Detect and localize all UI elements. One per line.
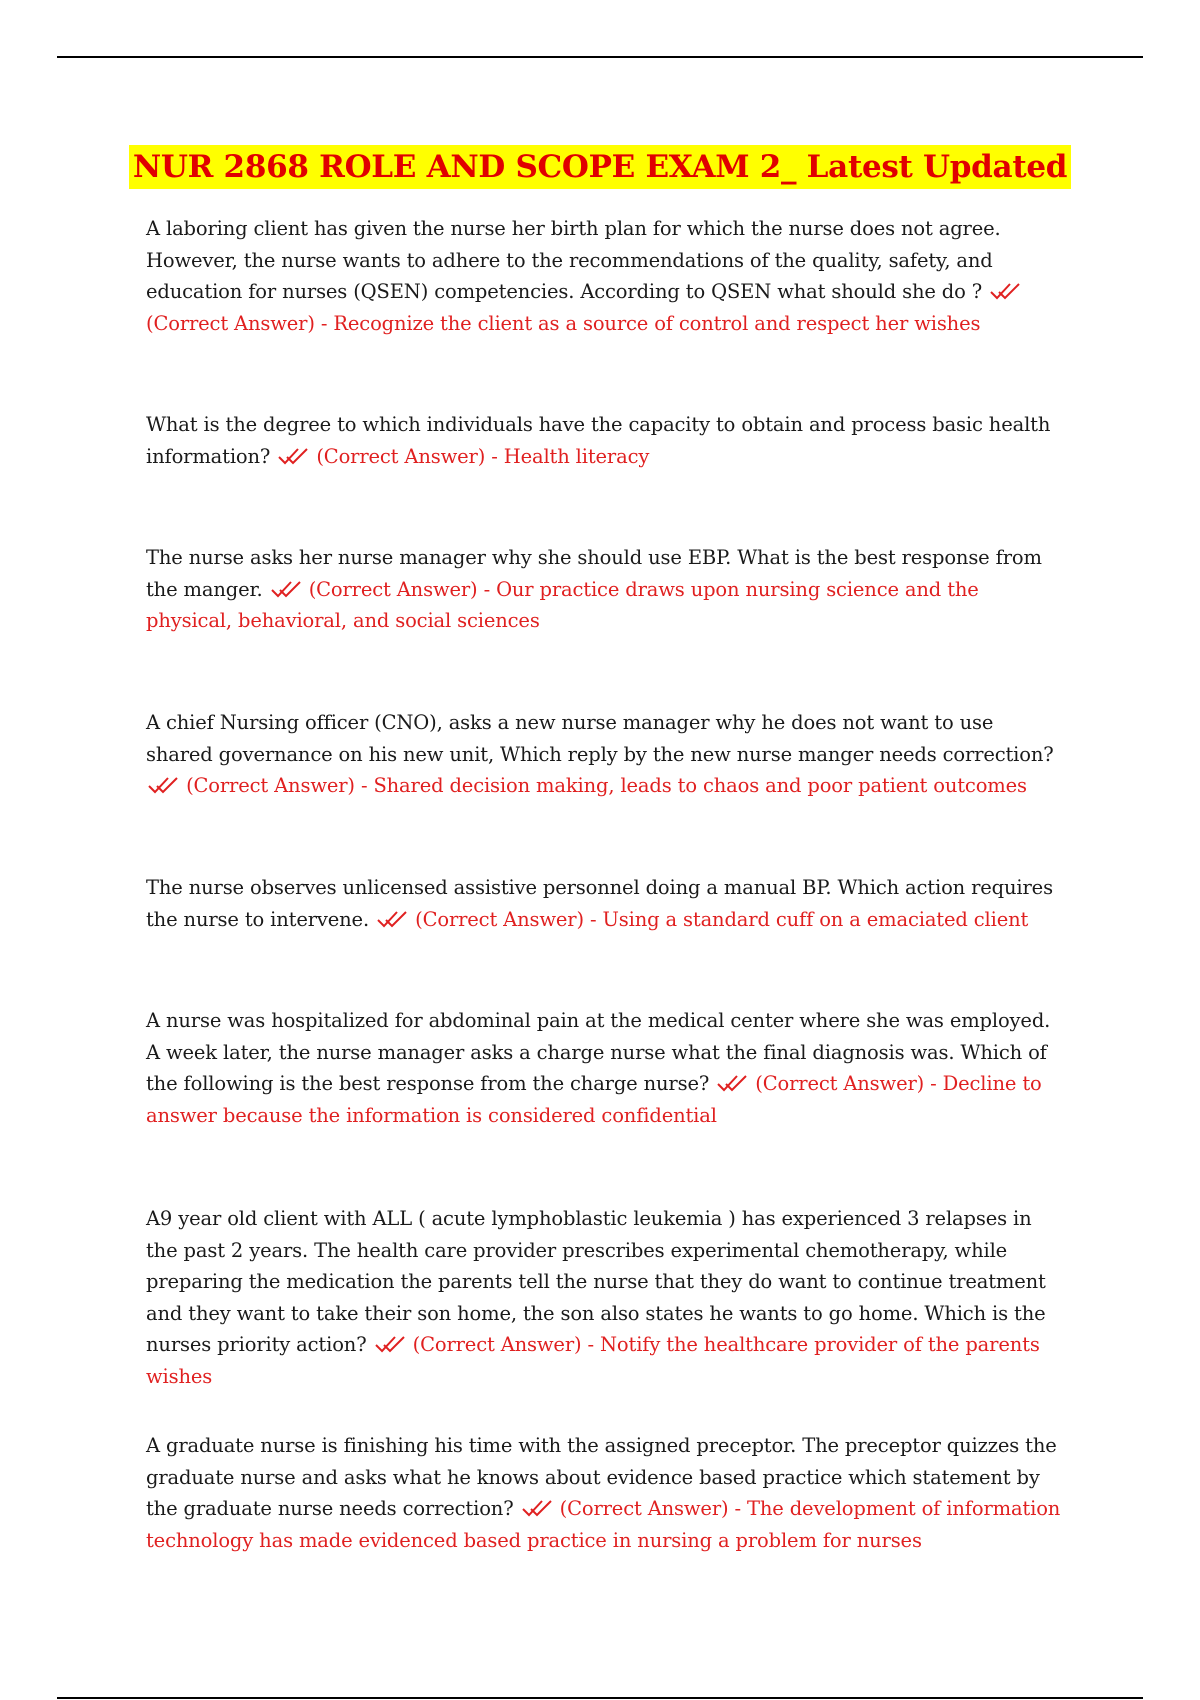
answer-separator: - <box>581 1333 601 1356</box>
question-text: A graduate nurse is finishing his time with the assigned preceptor. The preceptor quizzes the graduate nurse and asks what he knows about evidence based practice which statement by the graduate nurse needs correction? <box>146 1434 1057 1520</box>
top-rule <box>57 56 1143 58</box>
question-text: A nurse was hospitalized for abdominal pain at the medical center where she was employed. A week later, the nurse manager asks a charge nurse what the final diagnosis was. Which of the following is the best response from the charge nurse? <box>146 1009 1051 1095</box>
question-text: The nurse asks her nurse manager why she should use EBP. What is the best response from the manger. <box>146 546 1042 601</box>
answer-separator: - <box>314 311 334 335</box>
correct-answer-label: (Correct Answer) <box>316 444 486 468</box>
answer-text: Using a standard cuff on a emaciated client <box>602 907 1029 931</box>
answer-separator: - <box>728 1497 748 1520</box>
qa-item-3 <box>146 542 1061 637</box>
question-text: A9 year old client with ALL ( acute lymphoblastic leukemia ) has experienced 3 relapses in the past 2 years. The health care provider prescribes experimental chemotherapy, while preparing the medication the parents tell the nurse that they do want to continue treatment and they want to take their son home, the son also states he wants to go home. Which is the nurses priority action? <box>146 1207 1046 1356</box>
answer-text: Shared decision making, leads to chaos and poor patient outcomes <box>373 774 1027 797</box>
answer-text: Notify the healthcare provider of the parents wishes <box>146 1333 1040 1388</box>
double-check-icon <box>269 579 303 599</box>
answer-separator: - <box>583 907 603 931</box>
double-check-icon <box>988 281 1022 301</box>
bottom-rule <box>57 1697 1143 1699</box>
answer-separator: - <box>354 774 374 797</box>
answer-text: Recognize the client as a source of control and respect her wishes <box>333 311 981 335</box>
answer-separator: - <box>924 1072 943 1095</box>
double-check-icon <box>715 1073 749 1093</box>
qa-item-4 <box>146 707 1061 802</box>
double-check-icon <box>375 909 409 929</box>
question-text: A chief Nursing officer (CNO), asks a new nurse manager why he does not want to use shared governance on his new unit, Which reply by the new nurse manger needs correction? <box>146 711 1054 766</box>
answer-text: Decline to answer because the information is considered confidential <box>146 1072 1042 1127</box>
document-title: NUR 2868 ROLE AND SCOPE EXAM 2_ Latest Updated <box>129 145 1071 189</box>
qa-item-7 <box>146 1203 1061 1392</box>
title-block <box>0 145 1200 189</box>
correct-answer-label: (Correct Answer) <box>308 577 478 601</box>
double-check-icon <box>276 446 310 466</box>
qa-item-1 <box>146 213 1061 339</box>
double-check-icon <box>520 1498 554 1518</box>
answer-text: Health literacy <box>503 444 650 468</box>
answer-separator: - <box>477 577 497 601</box>
question-text: What is the degree to which individuals have the capacity to obtain and process basic health information? <box>146 413 1051 468</box>
correct-answer-label: (Correct Answer) <box>559 1497 729 1520</box>
qa-item-6 <box>146 1005 1061 1131</box>
correct-answer-label: (Correct Answer) <box>146 311 315 335</box>
correct-answer-label: (Correct Answer) <box>412 1333 582 1356</box>
question-text: The nurse observes unlicensed assistive personnel doing a manual BP. Which action requires the nurse to intervene. <box>146 876 1053 931</box>
answer-text: Our practice draws upon nursing science and the physical, behavioral, and social sciences <box>146 577 979 632</box>
qa-item-2 <box>146 409 1061 472</box>
correct-answer-label: (Correct Answer) <box>186 774 355 797</box>
correct-answer-label: (Correct Answer) <box>755 1072 925 1095</box>
qa-item-5 <box>146 872 1061 935</box>
double-check-icon <box>373 1334 407 1354</box>
question-text: A laboring client has given the nurse her birth plan for which the nurse does not agree. However, the nurse wants to adhere to the recommendations of the quality, safety, and education for nurses (QSEN) competencies. According to QSEN what should she do ? <box>146 217 1001 303</box>
answer-text: The development of information technology has made evidenced based practice in nursing a problem for nurses <box>146 1497 1061 1552</box>
answer-separator: - <box>485 444 504 468</box>
double-check-icon <box>146 775 180 795</box>
correct-answer-label: (Correct Answer) <box>415 907 584 931</box>
qa-item-8 <box>146 1430 1061 1556</box>
